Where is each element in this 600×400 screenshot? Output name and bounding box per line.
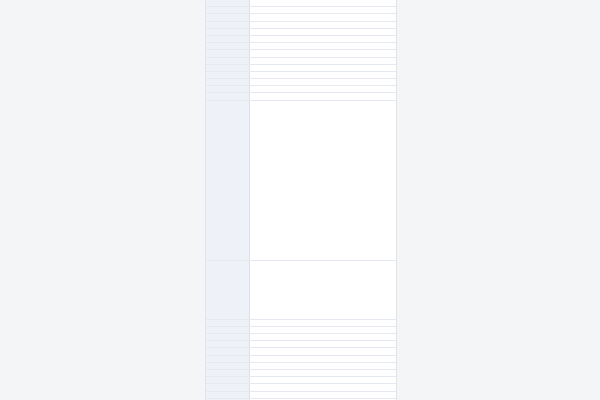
field-value	[250, 320, 396, 326]
form-row	[206, 101, 396, 261]
field-value	[250, 101, 396, 260]
field-label	[206, 101, 250, 260]
form-row	[206, 348, 396, 355]
field-label	[206, 377, 250, 383]
field-value	[250, 392, 396, 398]
field-label	[206, 261, 250, 319]
form-row	[206, 86, 396, 93]
field-value	[250, 58, 396, 64]
form-row	[206, 72, 396, 79]
field-label	[206, 29, 250, 35]
field-label	[206, 370, 250, 376]
form-row	[206, 43, 396, 50]
field-label	[206, 79, 250, 85]
field-value	[250, 43, 396, 49]
field-label	[206, 334, 250, 340]
form-row	[206, 58, 396, 65]
form-row	[206, 29, 396, 36]
field-label	[206, 36, 250, 42]
field-value	[250, 65, 396, 71]
field-value	[250, 334, 396, 340]
field-value	[250, 36, 396, 42]
field-value	[250, 327, 396, 333]
field-value	[250, 14, 396, 20]
form-row	[206, 14, 396, 21]
form-row	[206, 384, 396, 391]
field-value	[250, 79, 396, 85]
field-value	[250, 363, 396, 369]
field-label	[206, 72, 250, 78]
field-value	[250, 370, 396, 376]
field-label	[206, 341, 250, 347]
field-label	[206, 50, 250, 56]
form-row	[206, 65, 396, 72]
field-label	[206, 43, 250, 49]
form-row	[206, 22, 396, 29]
form-row	[206, 7, 396, 14]
field-label	[206, 327, 250, 333]
field-value	[250, 348, 396, 354]
form-row	[206, 93, 396, 100]
detail-panel	[205, 0, 397, 400]
form-row	[206, 341, 396, 348]
field-label	[206, 384, 250, 390]
form-row	[206, 79, 396, 86]
field-label	[206, 320, 250, 326]
form-row	[206, 50, 396, 57]
field-label	[206, 65, 250, 71]
field-value	[250, 0, 396, 6]
field-value	[250, 7, 396, 13]
field-label	[206, 86, 250, 92]
field-value	[250, 72, 396, 78]
field-label	[206, 7, 250, 13]
field-label	[206, 348, 250, 354]
field-value	[250, 261, 396, 319]
form-row	[206, 0, 396, 7]
field-label	[206, 356, 250, 362]
field-value	[250, 341, 396, 347]
form-row	[206, 370, 396, 377]
form-row	[206, 327, 396, 334]
form-row	[206, 36, 396, 43]
field-value	[250, 22, 396, 28]
form-row	[206, 320, 396, 327]
form-row	[206, 377, 396, 384]
field-label	[206, 14, 250, 20]
field-label	[206, 22, 250, 28]
field-value	[250, 356, 396, 362]
field-value	[250, 50, 396, 56]
field-value	[250, 29, 396, 35]
field-label	[206, 363, 250, 369]
field-label	[206, 58, 250, 64]
field-label	[206, 93, 250, 99]
field-label	[206, 0, 250, 6]
field-value	[250, 384, 396, 390]
form-row	[206, 392, 396, 399]
field-label	[206, 392, 250, 398]
form-row	[206, 261, 396, 320]
form-row	[206, 363, 396, 370]
form-row	[206, 334, 396, 341]
field-value	[250, 93, 396, 99]
form-row	[206, 356, 396, 363]
field-value	[250, 86, 396, 92]
field-value	[250, 377, 396, 383]
